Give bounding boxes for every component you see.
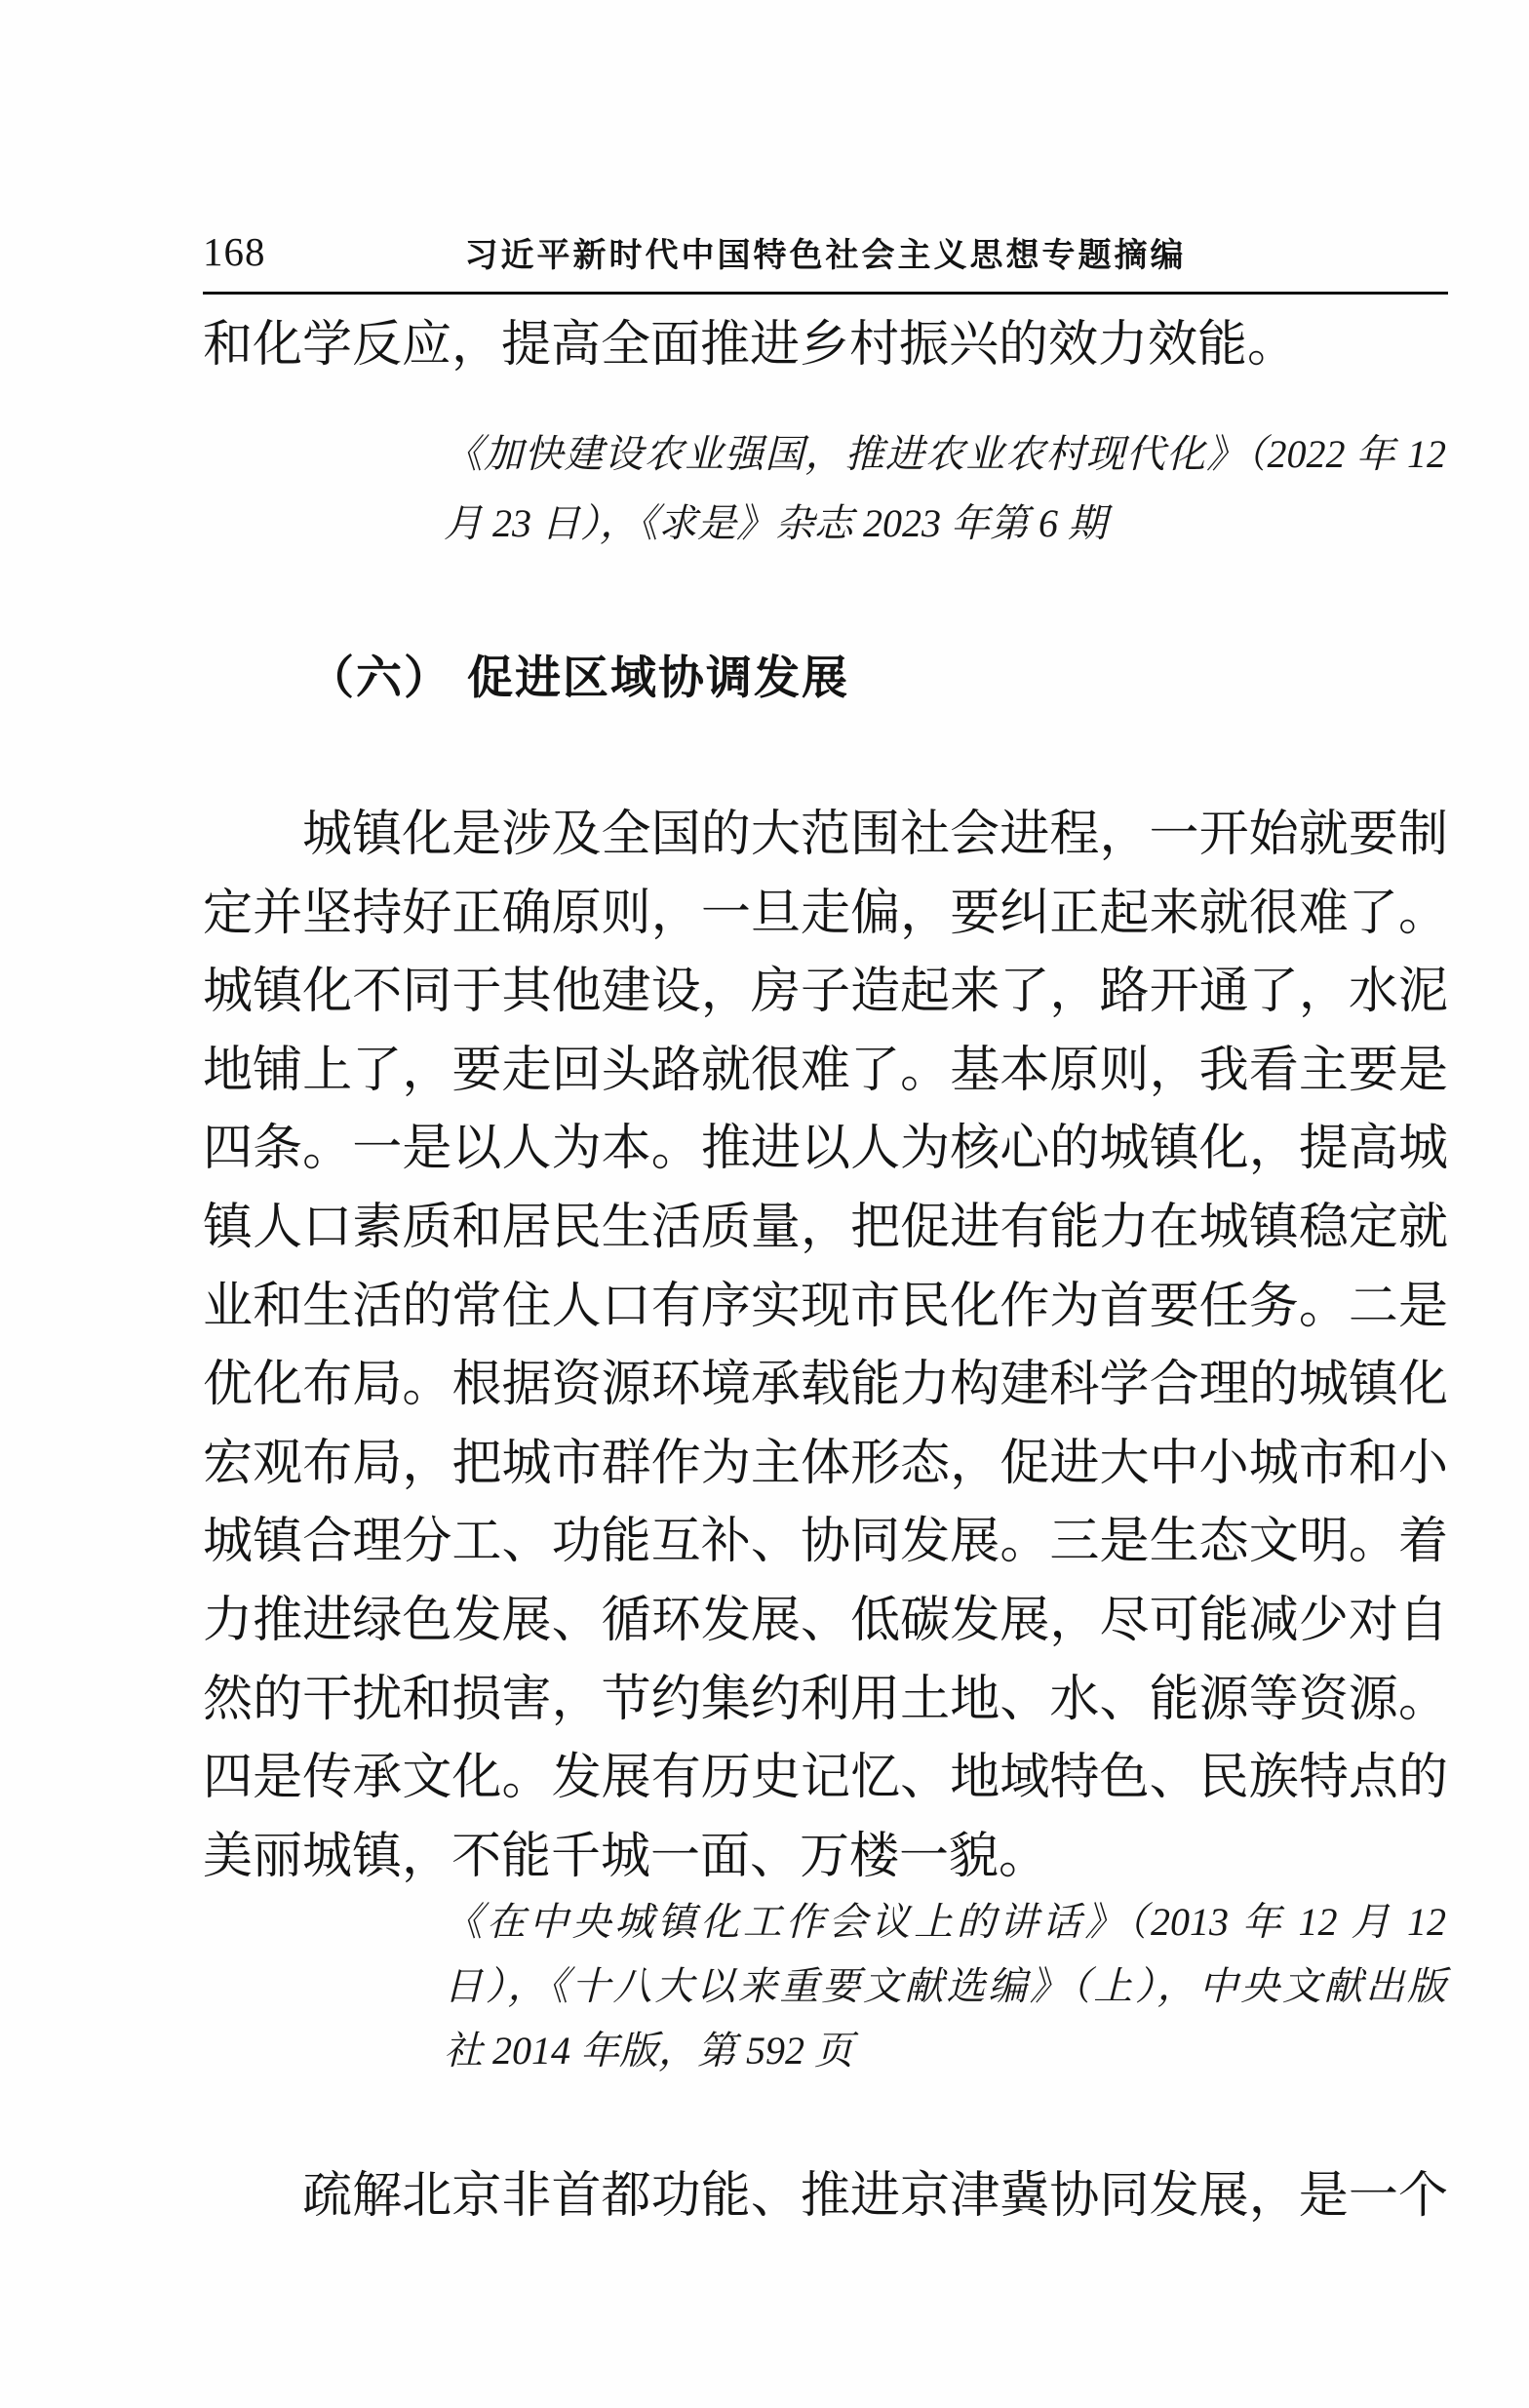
- citation-2: [444, 1890, 1446, 2083]
- section-heading: [308, 648, 849, 708]
- body-line: 然的干扰和损害，节约集约利用土地、水、能源等资源。: [203, 1672, 1448, 1727]
- citation-1: [444, 419, 1446, 558]
- citation-line: 《加快建设农业强国，推进农业农村现代化》（2022 年 12: [444, 432, 1446, 476]
- section-heading-title: 促进区域协调发展: [467, 651, 849, 703]
- citation-line: 社 2014 年版，第 592 页: [444, 2029, 853, 2072]
- book-title: 习近平新时代中国特色社会主义思想专题摘编: [464, 237, 1187, 274]
- body-line: 宏观布局，把城市群作为主体形态，促进大中小城市和小: [203, 1436, 1448, 1491]
- body-line: 优化布局。根据资源环境承载能力构建科学合理的城镇化: [203, 1358, 1448, 1413]
- body-line: 城镇化是涉及全国的大范围社会进程，一开始就要制: [302, 808, 1448, 862]
- body-line: 定并坚持好正确原则，一旦走偏，要纠正起来就很难了。: [203, 886, 1448, 941]
- closing-paragraph-line: 疏解北京非首都功能、推进京津冀协同发展，是一个: [302, 2169, 1448, 2224]
- citation-line: 《在中央城镇化工作会议上的讲话》（2013 年 12 月 12: [444, 1900, 1446, 1944]
- page-number: 168: [203, 229, 266, 274]
- body-line: 业和生活的常住人口有序实现市民化作为首要任务。二是: [203, 1279, 1448, 1334]
- section-heading-number: （六）: [308, 651, 451, 703]
- opening-paragraph-line: 和化学反应，提高全面推进乡村振兴的效力效能。: [203, 318, 1298, 373]
- body-line: 城镇化不同于其他建设，房子造起来了，路开通了，水泥: [203, 965, 1448, 1020]
- body-line: 美丽城镇，不能千城一面、万楼一貌。: [203, 1829, 1049, 1884]
- body-line: 地铺上了，要走回头路就很难了。基本原则，我看主要是: [203, 1043, 1448, 1098]
- citation-line: 日），《十八大以来重要文献选编》（上），中央文献出版: [444, 1964, 1446, 2008]
- citation-line: 月 23 日），《求是》杂志 2023 年第 6 期: [444, 501, 1107, 545]
- body-line: 力推进绿色发展、循环发展、低碳发展，尽可能减少对自: [203, 1593, 1448, 1648]
- body-line: 四是传承文化。发展有历史记忆、地域特色、民族特点的: [203, 1751, 1448, 1806]
- main-paragraph: [203, 796, 1448, 1896]
- body-line: 四条。一是以人为本。推进以人为核心的城镇化，提高城: [203, 1122, 1448, 1177]
- header-rule: [203, 292, 1448, 295]
- body-line: 城镇合理分工、功能互补、协同发展。三是生态文明。着: [203, 1515, 1448, 1570]
- body-line: 镇人口素质和居民生活质量，把促进有能力在城镇稳定就: [203, 1200, 1448, 1255]
- running-head: [203, 228, 1448, 275]
